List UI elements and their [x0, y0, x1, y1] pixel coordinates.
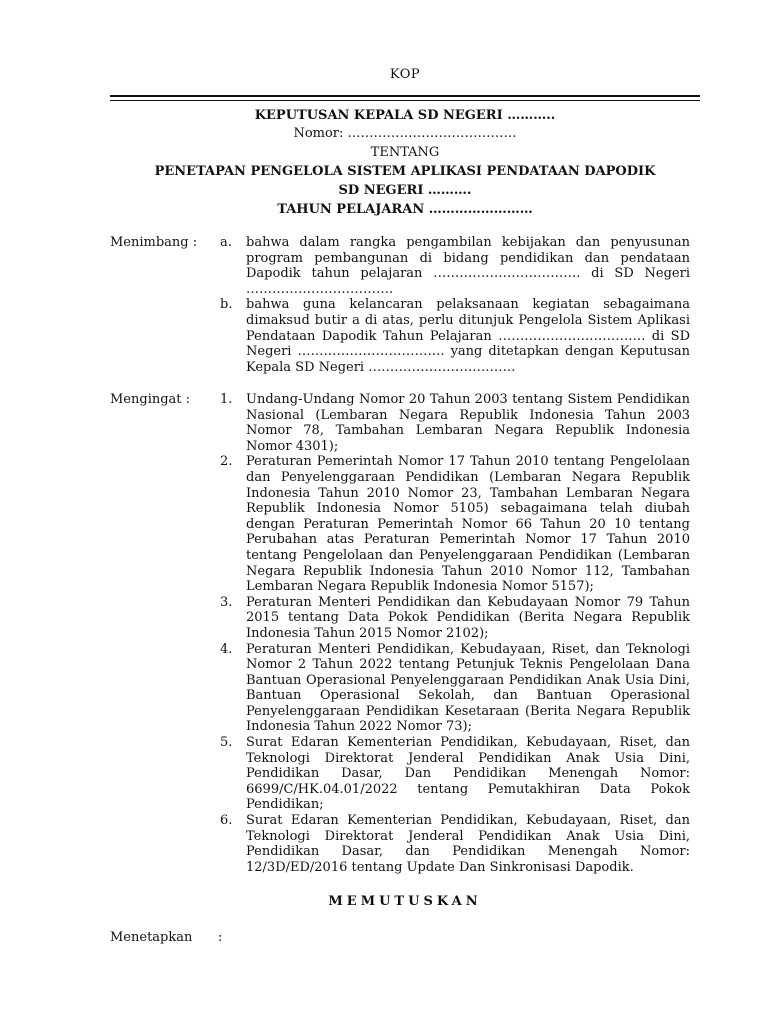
item-text: Surat Edaran Kementerian Pendidikan, Kebudayaan, Riset, dan Teknologi Direktorat Jenderal Pendidikan Anak Usia Dini, Pendidikan Dasar, dan Pendidikan Menengah Nomor: 12/3D/ED/2016 tentang Update Dan Sinkronisasi Dapodik.	[246, 813, 690, 875]
item-text: bahwa guna kelancaran pelaksanaan kegiatan sebagaimana dimaksud butir a di atas, perlu ditunjuk Pengelola Sistem Aplikasi Pendataan Dapodik Tahun Pelajaran ……………………………. di SD Negeri ……………………………. yang ditetapkan dengan Keputusan Kepala SD Negeri …………………………….	[246, 297, 690, 375]
item-marker: 4.	[220, 641, 233, 657]
decree-tentang: TENTANG	[370, 145, 440, 160]
mengingat-label: Mengingat :	[110, 392, 191, 407]
list-item	[220, 642, 690, 736]
item-marker: 1.	[220, 392, 233, 407]
list-item	[220, 235, 690, 297]
item-text: Undang-Undang Nomor 20 Tahun 2003 tentang Sistem Pendidikan Nasional (Lembaran Negara Republik Indonesia Tahun 2003 Nomor 78, Tambahan Lembaran Negara Republik Indonesia Nomor 4301);	[246, 392, 690, 454]
decree-subject-line3: TAHUN PELAJARAN ……………………	[277, 202, 533, 217]
item-marker: 5.	[220, 735, 233, 751]
item-marker: 3.	[220, 594, 233, 610]
item-marker: a.	[220, 235, 232, 250]
decree-number: Nomor: …………………………………	[293, 126, 517, 141]
decree-subject-line1: PENETAPAN PENGELOLA SISTEM APLIKASI PENDATAAN DAPODIK	[154, 164, 656, 179]
item-marker: b.	[220, 297, 233, 313]
menimbang-label: Menimbang :	[110, 235, 198, 250]
item-text: Peraturan Menteri Pendidikan, Kebudayaan, Riset, dan Teknologi Nomor 2 Tahun 2022 tentang Petunjuk Teknis Pengelolaan Dana Bantuan Operasional Penyelenggaraan Pendidikan Anak Usia Dini, Bantuan Operasional Sekolah, dan Bantuan Operasional Penyelenggaraan Pendidikan Kesetaraan (Berita Negara Republik Indonesia Tahun 2022 Nomor 73);	[246, 641, 690, 735]
list-item	[220, 813, 690, 875]
list-item	[220, 454, 690, 594]
letterhead-label: KOP	[389, 67, 421, 82]
item-text: Surat Edaran Kementerian Pendidikan, Kebudayaan, Riset, dan Teknologi Direktorat Jenderal Pendidikan Anak Usia Dini, Pendidikan Dasar, Dan Pendidikan Menengah Nomor: 6699/C/HK.04.01/2022 tentang Pemutakhiran Data Pokok Pendidikan;	[246, 735, 690, 813]
item-text: Peraturan Menteri Pendidikan dan Kebudayaan Nomor 79 Tahun 2015 tentang Data Pokok Pendidikan (Berita Negara Republik Indonesia Tahun 2015 Nomor 2102);	[246, 594, 690, 641]
decree-subject-line2: SD NEGERI ……….	[338, 183, 472, 198]
menetapkan-label: Menetapkan	[110, 930, 193, 945]
letterhead-divider	[110, 95, 700, 101]
list-item	[220, 392, 690, 454]
memutuskan-heading: MEMUTUSKAN	[328, 894, 482, 909]
menetapkan-colon: :	[218, 930, 223, 945]
mengingat-section	[110, 392, 690, 875]
list-item	[220, 297, 690, 375]
menimbang-section	[110, 235, 690, 375]
item-text: bahwa dalam rangka pengambilan kebijakan dan penyusunan program pembangunan di bidang pendidikan dan pendataan Dapodik tahun pelajaran ……………………………. di SD Negeri …………………………….	[246, 235, 690, 297]
item-marker: 6.	[220, 813, 233, 829]
decree-title: KEPUTUSAN KEPALA SD NEGERI ………..	[254, 108, 556, 123]
list-item	[220, 595, 690, 642]
list-item	[220, 735, 690, 813]
item-text: Peraturan Pemerintah Nomor 17 Tahun 2010 tentang Pengelolaan dan Penyelenggaraan Pendidikan (Lembaran Negara Republik Indonesia Tahun 2010 Nomor 23, Tambahan Lembaran Negara Republik Indonesia Nomor 5105) sebagaimana telah diubah dengan Peraturan Pemerintah Nomor 66 Tahun 20 10 tentang Perubahan atas Peraturan Pemerintah Nomor 17 Tahun 2010 tentang Pengelolaan dan Penyelenggaraan Pendidikan (Lembaran Negara Republik Indonesia Tahun 2010 Nomor 112, Tambahan Lembaran Negara Republik Indonesia Nomor 5157);	[246, 454, 690, 595]
item-marker: 2.	[220, 454, 233, 470]
